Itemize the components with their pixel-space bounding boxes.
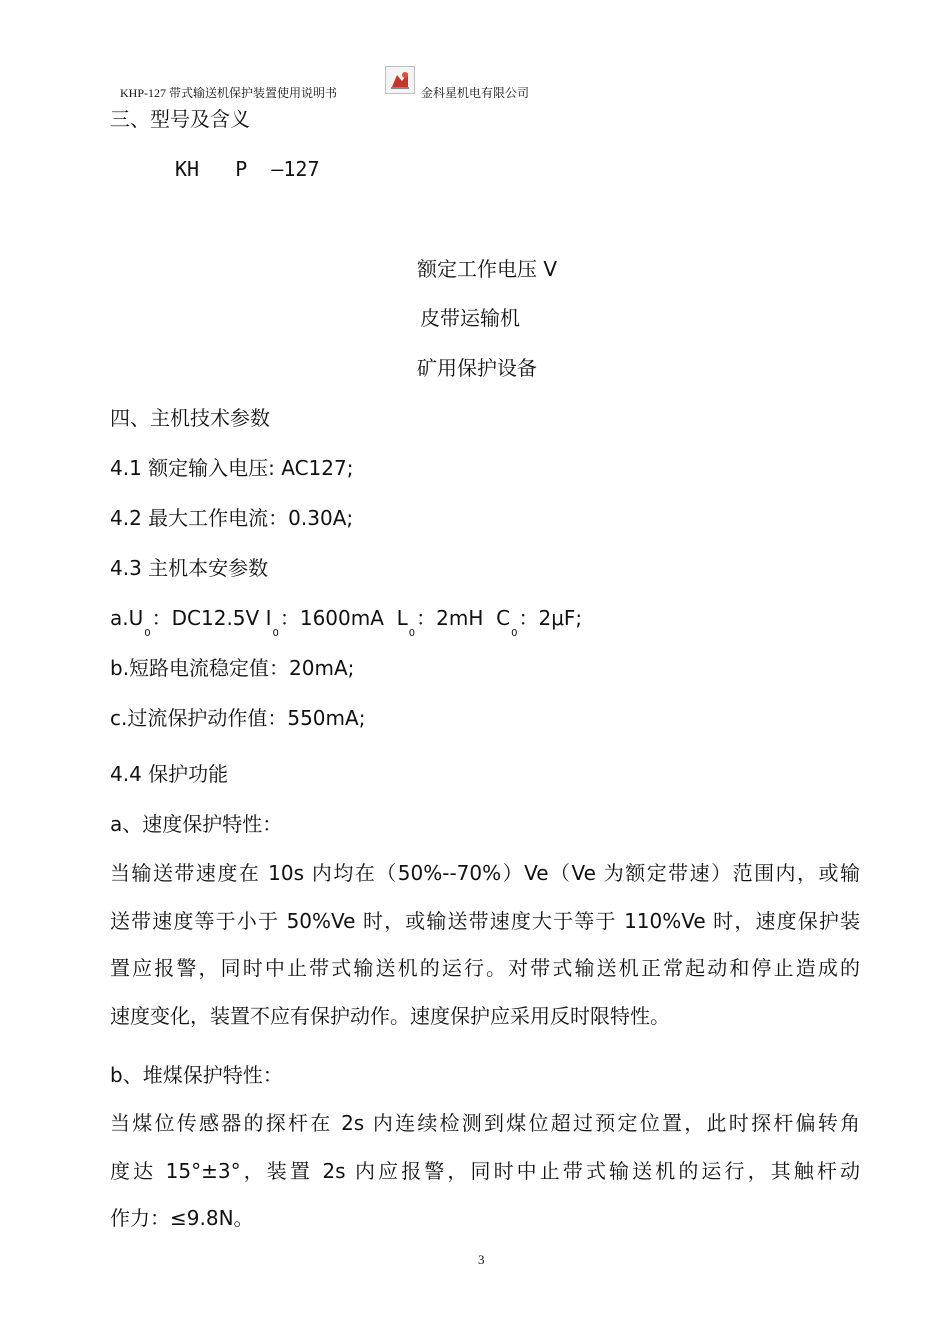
paragraph-line: 当输送带速度在 10s 内均在（50%--70%）Ve（Ve 为额定带速）范围内，或输: [110, 861, 860, 885]
section3-heading: 三、型号及含义: [110, 107, 250, 131]
l-subscript: 0: [408, 628, 416, 639]
u-subscript: 0: [144, 628, 151, 639]
param-4-4: 4.4 保护功能: [110, 762, 229, 786]
u-value: ：DC12.5V: [151, 606, 260, 630]
c-subscript: 0: [511, 628, 518, 639]
u-label: a.U: [110, 606, 144, 630]
i-value: ：1600mA: [279, 606, 384, 630]
page-number: 3: [478, 1252, 485, 1267]
company-logo-icon: [385, 66, 415, 94]
speed-protection-heading: a、速度保护特性：: [110, 812, 283, 836]
section4-heading: 四、主机技术参数: [110, 406, 270, 430]
param-4-2: 4.2 最大工作电流：0.30A;: [110, 506, 354, 530]
header-doc-title: KHP-127 带式输送机保护装置使用说明书: [120, 86, 338, 100]
l-value: ：2mH: [416, 606, 484, 630]
paragraph-line: 速度变化，装置不应有保护动作。速度保护应采用反时限特性。: [110, 1003, 670, 1028]
paragraph-line: 置应报警，同时中止带式输送机的运行。对带式输送机正常起动和停止造成的: [110, 956, 860, 980]
meaning-voltage: 额定工作电压 V: [417, 257, 558, 281]
param-4-1: 4.1 额定输入电压: AC127;: [110, 456, 354, 480]
paragraph-line: 作力：≤9.8N。: [110, 1206, 254, 1230]
param-overcurrent: c.过流保护动作值：550mA;: [110, 706, 366, 730]
i-label: I: [265, 606, 272, 630]
meaning-belt-conveyor: 皮带运输机: [420, 306, 520, 330]
paragraph-line: 度达 15°±3°，装置 2s 内应报警，同时中止带式输送机的运行，其触杆动: [110, 1158, 860, 1183]
meaning-mining-protection: 矿用保护设备: [417, 356, 537, 380]
paragraph-line: 当煤位传感器的探杆在 2s 内连续检测到煤位超过预定位置，此时探杆偏转角: [110, 1111, 860, 1135]
param-intrinsic-safety: [110, 605, 583, 639]
l-label: L: [396, 606, 408, 630]
i-subscript: 0: [272, 628, 279, 639]
coal-protection-paragraph: [110, 1100, 860, 1243]
model-code: KH P —127: [175, 157, 320, 181]
param-short-circuit: b.短路电流稳定值：20mA;: [110, 656, 355, 680]
speed-protection-paragraph: [110, 850, 860, 1040]
paragraph-line: 送带速度等于小于 50%Ve 时，或输送带速度大于等于 110%Ve 时，速度保护装: [110, 908, 860, 933]
coal-protection-heading: b、堆煤保护特性：: [110, 1063, 283, 1087]
header-company-name: 金科星机电有限公司: [421, 86, 530, 100]
c-value: ：2μF;: [518, 606, 583, 630]
c-label: C: [496, 606, 511, 630]
param-4-3: 4.3 主机本安参数: [110, 556, 269, 580]
